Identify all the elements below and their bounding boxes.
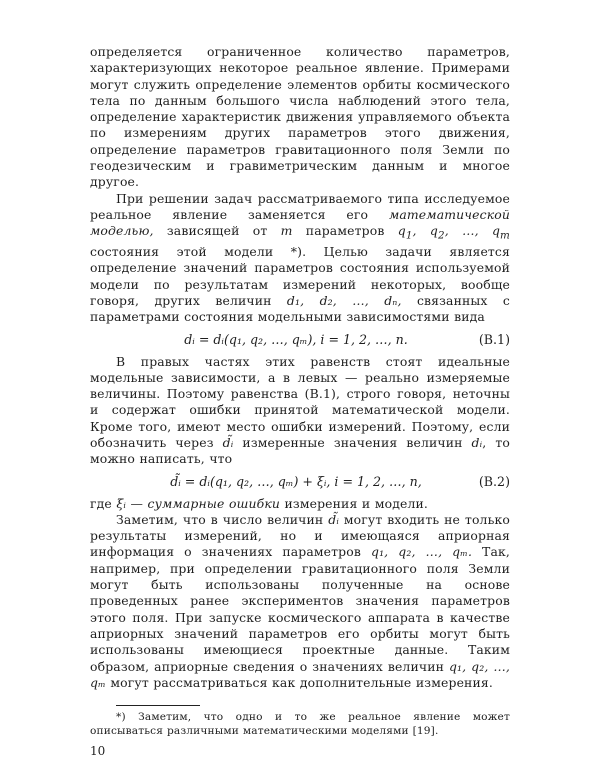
var-d-tilde: d̃ᵢ — [222, 435, 234, 450]
paragraph-5-text-c: Так, например, при определении гравитационного поля Земли могут быть использованы полученные на основе проведенных ранее экспериментов значения параметров этого поля. При запуске космического аппарата в качестве априорных значений параметров его орбиты могут быть использованы имеющиеся проектные данные. Таким образом, априорные сведения о значениях величин — [90, 544, 510, 674]
footnote — [90, 710, 510, 738]
var-d-list: d₁, d₂, …, dₙ, — [286, 292, 402, 308]
formula-b1-expression: dᵢ = dᵢ(q₁, q₂, …, qₘ), i = 1, 2, …, n. — [184, 331, 408, 347]
paragraph-5-text-b: могут входить не только результаты измерений, но и имеющаяся априорная информация о значениях параметров — [90, 511, 510, 560]
paragraph-1-text: определяется ограниченное количество параметров, характеризующих некоторое реальное явление. Примерами могут служить определение элементов орбиты космического тела по данным большого числа наблюдений этого тела, определение характеристик движения управляемого объекта по измерениям других параметров этого движения, определение параметров гравитационного поля Земли по геодезическим и гравиметрическим данным и многое другое. — [90, 44, 510, 190]
paragraph-2 — [90, 191, 510, 326]
paragraph-2-text-d: состояния этой модели *). Целью задачи является определение значений параметров состояния используемой модели по результатам измерений некоторых, вообще говоря, других величин — [90, 244, 510, 308]
paragraph-3 — [90, 354, 510, 468]
page-body — [90, 44, 510, 758]
formula-b2 — [90, 473, 510, 491]
paragraph-3-text-b: измеренные значения величин — [242, 435, 463, 450]
paragraph-5 — [90, 512, 510, 691]
formula-b1-number: (В.1) — [478, 331, 510, 347]
paragraph-2-emphasis: математической моделью, — [90, 206, 510, 239]
paragraph-4-text-b: измерения и модели. — [284, 495, 428, 511]
var-q-list-2: q₁, q₂, …, qₘ. — [370, 544, 473, 560]
paragraph-2-text-e: связанных с параметрами состояния модельными зависимостями вида — [90, 292, 511, 325]
footnote-divider — [116, 705, 200, 706]
paragraph-2-text-a: При решении задач рассматриваемого типа исследуемое реальное явление заменяется его — [90, 190, 510, 222]
var-xi: ξᵢ — [116, 495, 127, 511]
paragraph-4-emphasis: — суммарные ошибки — [130, 495, 280, 511]
paragraph-3-text-c: , то можно написать, что — [90, 435, 510, 467]
formula-b2-number: (В.2) — [478, 473, 510, 489]
var-q-list: $q_1$, $q_2$, …, $q_m$ — [397, 223, 510, 242]
footnote-text: *) Заметим, что одно и то же реальное явление может описываться различными математическими моделями [19]. — [90, 711, 510, 738]
paragraph-2-text-c: параметров — [305, 223, 385, 239]
paragraph-5-text-d: могут рассматриваться как дополнительные измерения. — [110, 674, 493, 690]
paragraph-4 — [90, 496, 510, 512]
var-d-tilde-2: d̃ᵢ — [328, 511, 339, 527]
var-q-list-3: q₁, q₂, …, qₘ — [90, 658, 510, 690]
formula-b1 — [90, 331, 510, 349]
page-number: 10 — [90, 744, 106, 758]
formula-b2-expression: d̃ᵢ = dᵢ(q₁, q₂, …, qₘ) + ξᵢ, i = 1, 2, …, n, — [170, 473, 422, 489]
var-d-i: dᵢ — [471, 435, 483, 450]
paragraph-2-text-b: зависящей от — [166, 223, 268, 239]
paragraph-5-text-a: Заметим, что в число величин — [116, 511, 324, 527]
var-m: m — [280, 223, 293, 239]
paragraph-4-text-a: где — [90, 495, 112, 511]
paragraph-3-text-a: В правых частях этих равенств стоят идеальные модельные зависимости, а в левых — реально измеряемые величины. Поэтому равенства (В.1), строго говоря, неточны и содержат ошибки принятой математической модели. Кроме того, имеют место ошибки измерений. Поэтому, если обозначить через — [90, 353, 510, 450]
paragraph-1 — [90, 44, 510, 191]
